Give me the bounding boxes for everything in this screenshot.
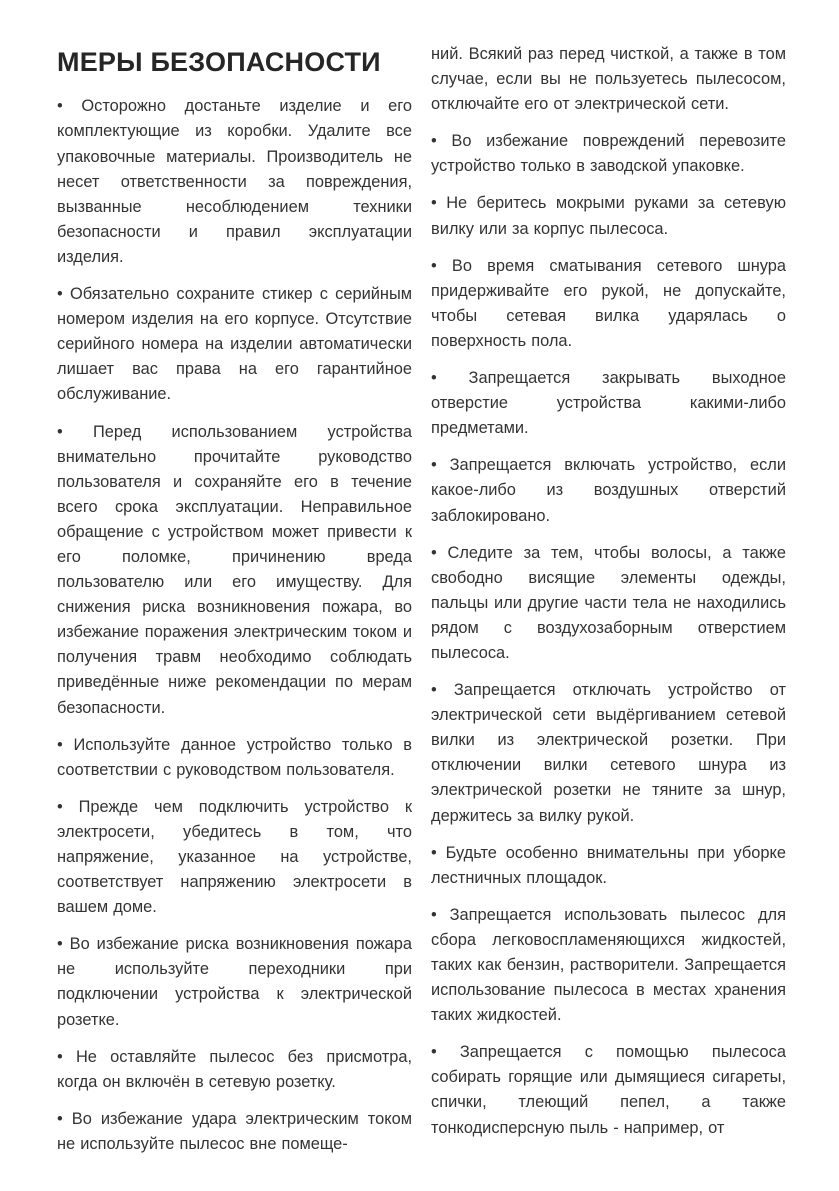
safety-bullet-paragraph: • Запрещается отключать устройство от электрической сети выдёргиванием сетевой вилки из электрической розетки. При отключении вилки сетевого шнура из электрической розетки не тяните за шнур, держитесь за вилку рукой. — [431, 681, 786, 825]
safety-paragraph-continuation: ний. Всякий раз перед чисткой, а также в том случае, если вы не пользуетесь пылесосом, отключайте его от электрической сети. — [431, 45, 786, 114]
safety-bullet-paragraph: • Во время сматывания сетевого шнура придерживайте его рукой, не допускайте, чтобы сетевая вилка ударялась о поверхность пола. — [431, 256, 786, 350]
page-title: МЕРЫ БЕЗОПАСНОСТИ — [57, 47, 381, 77]
safety-bullet-paragraph: • Осторожно достаньте изделие и его комплектующие из коробки. Удалите все упаковочные материалы. Производитель не несет ответственности за повреждения, вызванные несоблюдением техники безопасности и правил эксплуатации изделия. — [57, 97, 412, 266]
safety-bullet-paragraph: • Во избежание удара электрическим током не используйте пылесос вне помеще- — [57, 1109, 412, 1153]
safety-bullet-paragraph: • Во избежание риска возникновения пожара не используйте переходники при подключении устройства к электрической розетке. — [57, 935, 412, 1029]
safety-bullet-paragraph: • Прежде чем подключить устройство к электросети, убедитесь в том, что напряжение, указанное на устройстве, соответствует напряжению электросети в вашем доме. — [57, 797, 412, 917]
right-column — [431, 42, 786, 1153]
safety-bullet-paragraph: • Перед использованием устройства внимательно прочитайте руководство пользователя и сохраняйте его в течение всего срока эксплуатации. Неправильное обращение с устройством может привести к его поломке, причинению вреда пользователю или его имуществу. Для снижения риска возникновения пожара, во избежание поражения электрическим током и получения травм необходимо соблюдать приведённые ниже рекомендации по мерам безопасности. — [57, 422, 412, 717]
two-column-layout — [57, 42, 786, 1169]
safety-bullet-paragraph: • Обязательно сохраните стикер с серийным номером изделия на его корпусе. Отсутствие серийного номера на изделии автоматически лишает вас права на его гарантийное обслуживание. — [57, 285, 412, 404]
safety-bullet-paragraph: • Во избежание повреждений перевозите устройство только в заводской упаковке. — [431, 132, 786, 176]
safety-bullet-paragraph: • Не беритесь мокрыми руками за сетевую вилку или за корпус пылесоса. — [431, 194, 786, 238]
safety-bullet-paragraph: • Запрещается с помощью пылесоса собирать горящие или дымящиеся сигареты, спички, тлеющий пепел, а также тонкодисперсную пыль - например, от — [431, 1043, 786, 1137]
safety-bullet-paragraph: • Запрещается закрывать выходное отверстие устройства какими-либо предметами. — [431, 369, 786, 438]
safety-bullet-paragraph: • Следите за тем, чтобы волосы, а также свободно висящие элементы одежды, пальцы или другие части тела не находились рядом с воздухозаборным отверстием пылесоса. — [431, 543, 786, 662]
left-column — [57, 42, 412, 1169]
safety-bullet-paragraph: • Будьте особенно внимательны при уборке лестничных площадок. — [431, 843, 786, 887]
safety-bullet-paragraph: • Запрещается включать устройство, если какое-либо из воздушных отверстий заблокировано. — [431, 456, 786, 525]
safety-bullet-paragraph: • Не оставляйте пылесос без присмотра, когда он включён в сетевую розетку. — [57, 1047, 412, 1091]
safety-bullet-paragraph: • Запрещается использовать пылесос для сбора легковоспламеняющихся жидкостей, таких как бензин, растворители. Запрещается использование пылесоса в местах хранения таких жидкостей. — [431, 905, 786, 1025]
safety-bullet-paragraph: • Используйте данное устройство только в соответствии с руководством пользователя. — [57, 735, 412, 779]
